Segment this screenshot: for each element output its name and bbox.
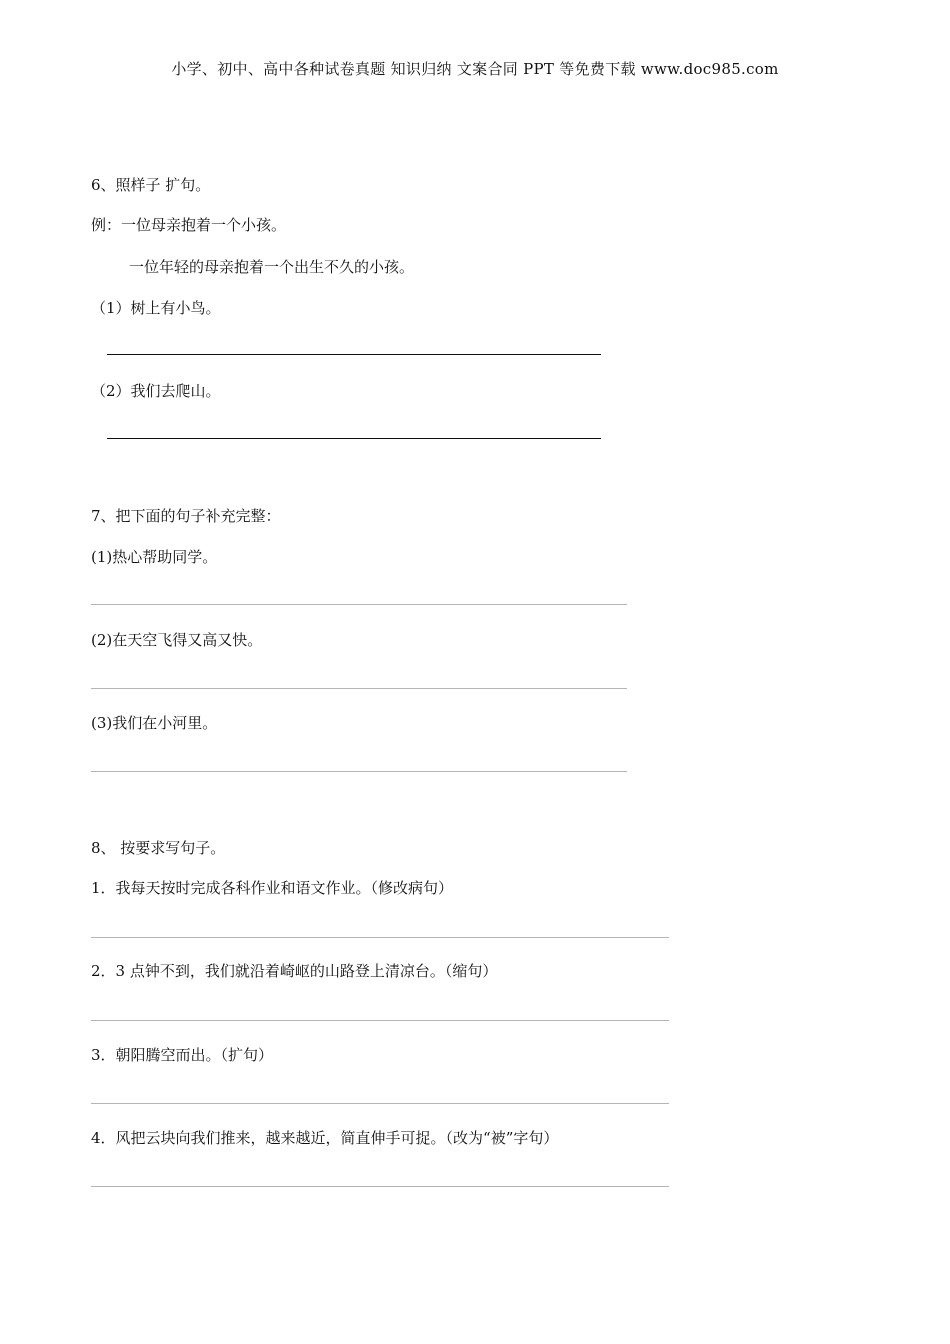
q6-example-answer: 一位年轻的母亲抱着一个出生不久的小孩。	[129, 258, 415, 276]
q8-item-1: 1．我每天按时完成各科作业和语文作业。（修改病句）	[91, 879, 454, 897]
q7-answer-line-2[interactable]	[91, 688, 627, 689]
q8-title: 8、 按要求写句子。	[91, 839, 226, 857]
q7-item-2: (2)在天空飞得又高又快。	[91, 631, 263, 649]
q8-answer-line-3[interactable]	[91, 1103, 669, 1104]
q8-answer-line-2[interactable]	[91, 1020, 669, 1021]
q7-item-3: (3)我们在小河里。	[91, 714, 218, 732]
q6-example: 例：一位母亲抱着一个小孩。	[91, 216, 287, 234]
q6-title: 6、照样子 扩句。	[91, 176, 211, 194]
q7-item-1: (1)热心帮助同学。	[91, 548, 218, 566]
q7-answer-line-1[interactable]	[91, 604, 627, 605]
q8-answer-line-4[interactable]	[91, 1186, 669, 1187]
q8-item-4: 4．风把云块向我们推来，越来越近，简直伸手可捉。（改为“被”字句）	[91, 1129, 559, 1147]
q8-item-3: 3．朝阳腾空而出。（扩句）	[91, 1046, 274, 1064]
q6-item-1: （1）树上有小鸟。	[91, 299, 221, 317]
q6-item-2: （2）我们去爬山。	[91, 382, 221, 400]
q8-answer-line-1[interactable]	[91, 937, 669, 938]
q6-answer-line-2[interactable]	[107, 438, 601, 439]
q7-answer-line-3[interactable]	[91, 771, 627, 772]
q7-title: 7、把下面的句子补充完整：	[91, 507, 281, 525]
q8-item-2: 2．3 点钟不到，我们就沿着崎岖的山路登上清凉台。（缩句）	[91, 962, 498, 980]
q6-answer-line-1[interactable]	[107, 354, 601, 355]
page-header: 小学、初中、高中各种试卷真题 知识归纳 文案合同 PPT 等免费下载 www.doc985.com	[171, 60, 779, 78]
